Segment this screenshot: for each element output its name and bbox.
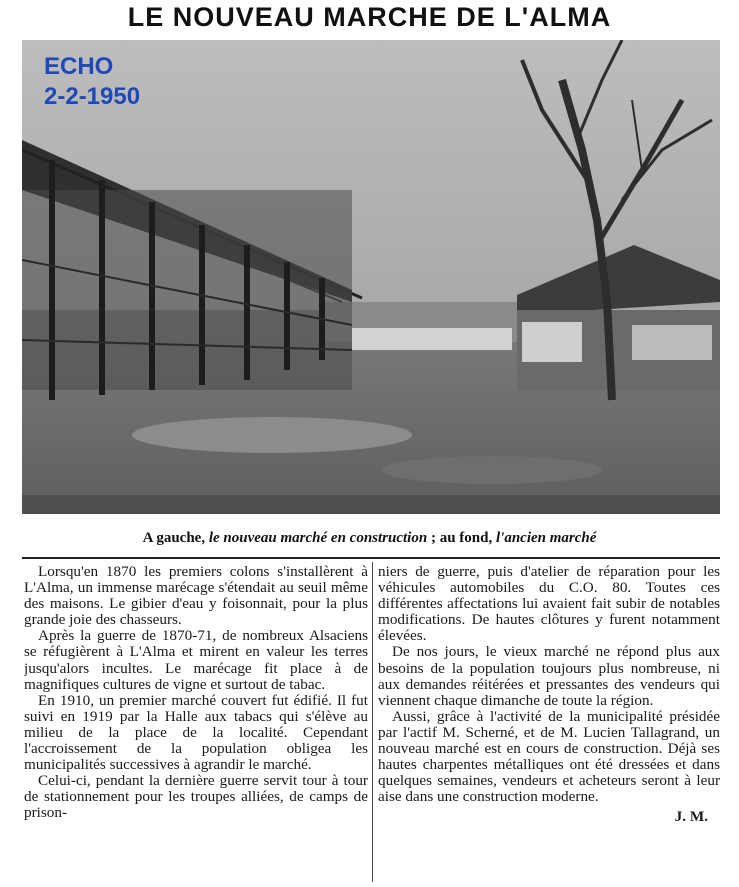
stamp-source: ECHO bbox=[44, 53, 114, 80]
article-paragraph: En 1910, un premier marché couvert fut édifié. Il fut suivi en 1919 par la Halle aux tabacs qui s'élève au milieu de la place de la localité. Cependant l'accroissement de la population obligea les municipalités successives à agrandir le marché. bbox=[24, 691, 368, 774]
caption-part-4: l'ancien marché bbox=[495, 530, 597, 546]
article-paragraph: De nos jours, le vieux marché ne répond plus aux besoins de la population toujours plus nombreuse, ni aux demandes réitérées et pressantes des vendeurs qui viennent chaque dimanche de toute la région. bbox=[378, 643, 720, 709]
caption-rule bbox=[22, 557, 720, 559]
photo-caption bbox=[0, 530, 739, 554]
article-paragraph: Lorsqu'en 1870 les premiers colons s'installèrent à L'Alma, un immense marécage s'étendait au seuil même des maisons. Le gibier d'eau y foisonnait, pour la plus grande joie des chasseurs. bbox=[24, 564, 368, 629]
stamp-date: 2-2-1950 bbox=[44, 83, 141, 110]
old-market-fence bbox=[522, 322, 582, 362]
article-paragraph: niers de guerre, puis d'atelier de réparation pour les véhicules automobiles du C.O. 80. Toutes ces différentes affectations lui avaient fait subir de notables modifications. De hautes clôtures y furent notamment élevées. bbox=[378, 564, 720, 645]
caption-part-1: A gauche, bbox=[142, 530, 209, 546]
column-divider bbox=[372, 562, 373, 882]
article-column-left bbox=[24, 564, 368, 880]
article-column-right bbox=[378, 564, 720, 880]
article-paragraph: Celui-ci, pendant la dernière guerre servit tour à tour de stationnement pour les troupes alliées, de camps de prison- bbox=[24, 772, 368, 822]
puddle bbox=[132, 417, 412, 453]
archive-stamp bbox=[44, 52, 140, 112]
author-signature: J. M. bbox=[674, 808, 708, 826]
caption-part-3: ; au fond, bbox=[427, 530, 496, 546]
headline: LE NOUVEAU MARCHE DE L'ALMA bbox=[127, 2, 612, 32]
distant-wall bbox=[352, 328, 512, 350]
foreground bbox=[22, 495, 720, 514]
article-paragraph: Après la guerre de 1870-71, de nombreux Alsaciens se réfugièrent à L'Alma et mirent en valeur les terres jusqu'alors incultes. Le marécage fit place à de magnifiques cultures de vigne et surtout de tabac. bbox=[24, 627, 368, 693]
caption-part-2: le nouveau marché en construction bbox=[208, 530, 428, 546]
old-market-fence-2 bbox=[632, 325, 712, 360]
article-paragraph: Aussi, grâce à l'activité de la municipalité présidée par l'actif M. Scherné, et de M. Lucien Tallagrand, un nouveau marché est en cours de construction. Déjà ses hautes charpentes métalliques ont été dressées et dans quelques semaines, vendeurs et acheteurs seront à leur aise dans une construction moderne. bbox=[378, 707, 720, 806]
puddle-2 bbox=[382, 456, 602, 484]
